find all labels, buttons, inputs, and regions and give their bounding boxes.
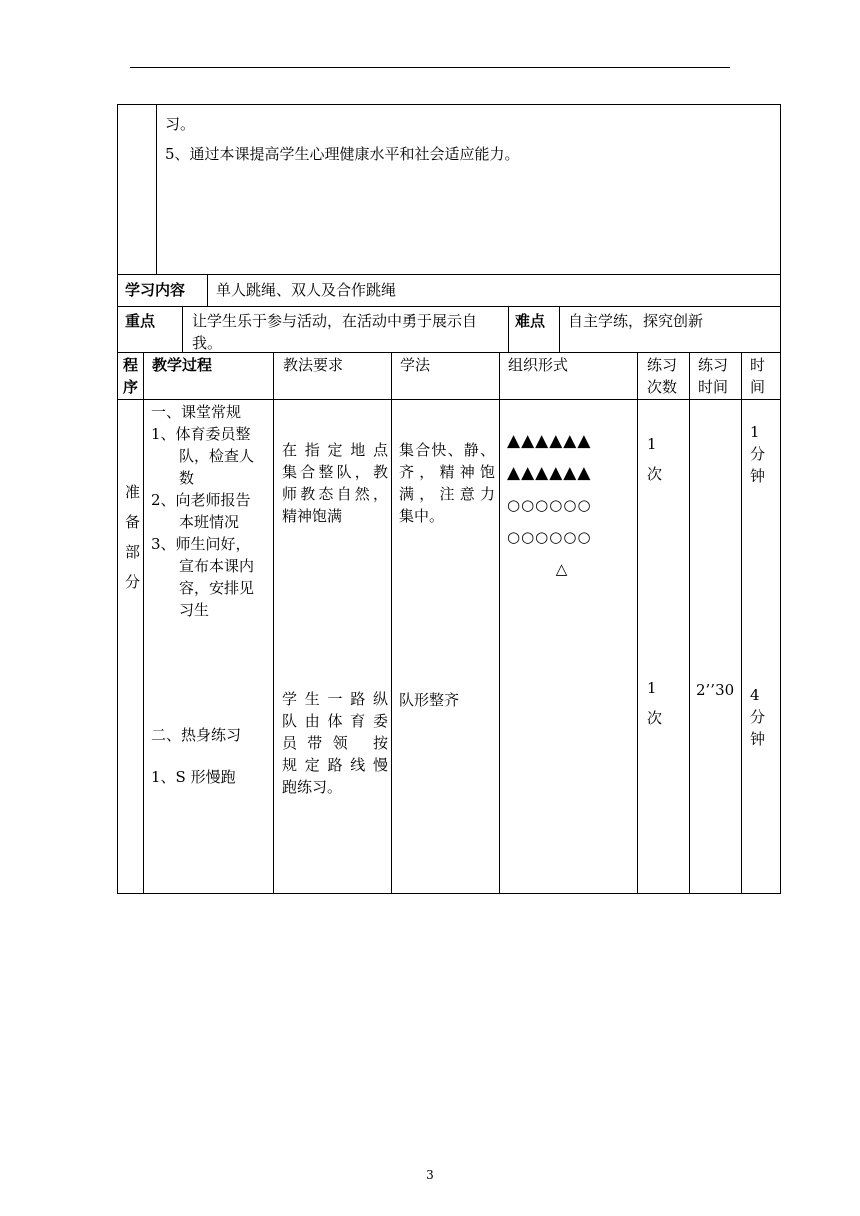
time-2	[750, 684, 765, 750]
formation-row-triangles: ▲▲▲▲▲▲	[507, 431, 592, 451]
header-organization: 组织形式	[508, 356, 569, 374]
method-line: 师教态自然，	[282, 485, 388, 503]
count-unit: 次	[647, 709, 663, 727]
objectives-divider	[156, 105, 157, 274]
process-line: 数	[179, 469, 195, 487]
process-warmup-item: 1、S 形慢跑	[151, 768, 236, 786]
difficulty-value: 自主学练，探究创新	[568, 312, 704, 330]
col-divider-study	[499, 353, 500, 893]
header-count: 练习次数	[647, 356, 678, 396]
key-points-divider-3	[559, 307, 560, 352]
study-line: 满，注意力	[399, 485, 495, 503]
method-line: 集合整队，教	[282, 463, 388, 481]
col-divider-process	[273, 353, 274, 893]
objective-line-cont: 习。	[165, 115, 196, 133]
key-points-divider-1	[182, 307, 183, 352]
header-study: 学法	[400, 356, 431, 374]
time-unit: 分	[750, 708, 766, 726]
header-rule	[130, 67, 730, 68]
part-label-char: 部	[125, 543, 141, 561]
formation-row-circles: ○○○○○○	[507, 496, 592, 514]
time-unit: 分	[750, 445, 766, 463]
key-points-label: 重点	[125, 312, 156, 330]
study-line: 集合快、静、	[399, 441, 495, 459]
objectives-block	[117, 104, 781, 275]
process-line: 队，检查人	[179, 447, 255, 465]
count-value: 1	[647, 679, 657, 697]
header-duration: 练习时间	[698, 356, 729, 396]
method-2	[282, 688, 388, 798]
process-line: 本班情况	[179, 513, 240, 531]
method-line: 精神饱满	[282, 507, 343, 525]
key-points-value: 让学生乐于参与活动，在活动中勇于展示自我。	[192, 312, 478, 352]
col-divider-order	[143, 353, 144, 893]
time-value: 1	[750, 423, 760, 441]
learning-content-block	[117, 274, 781, 307]
formation-teacher: △	[555, 560, 569, 578]
process-routine	[151, 401, 254, 621]
part-label	[125, 477, 140, 597]
header-order: 程序	[123, 356, 139, 396]
process-line: 宣布本课内	[179, 557, 255, 575]
process-line: 2、向老师报告	[151, 491, 251, 509]
part-label-char: 准	[125, 483, 141, 501]
objective-line-5: 5、通过本课提高学生心理健康水平和社会适应能力。	[165, 145, 520, 163]
col-divider-duration	[741, 353, 742, 893]
count-value: 1	[647, 435, 657, 453]
method-line: 在指定地点	[282, 441, 388, 459]
method-line: 队由体育委	[282, 712, 388, 730]
method-line: 学生一路纵	[282, 690, 388, 708]
page-number: 3	[426, 1168, 434, 1182]
learning-content-divider	[207, 275, 208, 306]
part-label-char: 备	[125, 513, 141, 531]
formation-diagram	[507, 425, 617, 585]
count-1	[647, 429, 662, 489]
difficulty-label: 难点	[515, 312, 546, 330]
process-line: 容，安排见	[179, 579, 255, 597]
method-line: 跑练习。	[282, 778, 343, 796]
process-table	[117, 352, 781, 894]
study-line: 集中。	[399, 507, 445, 525]
formation-row-triangles: ▲▲▲▲▲▲	[507, 463, 592, 483]
study-1	[399, 439, 495, 527]
count-unit: 次	[647, 465, 663, 483]
col-divider-organization	[637, 353, 638, 893]
time-1	[750, 421, 765, 487]
learning-content-label: 学习内容	[125, 281, 186, 299]
part-label-char: 分	[125, 573, 141, 591]
duration-2: 2’’30	[696, 681, 735, 699]
study-line: 齐，精神饱	[399, 463, 495, 481]
process-line: 习生	[179, 601, 210, 619]
time-unit: 钟	[750, 467, 766, 485]
method-line: 规定路线慢	[282, 756, 388, 774]
time-value: 4	[750, 686, 760, 704]
process-warmup-title: 二、热身练习	[151, 726, 242, 744]
count-2	[647, 673, 662, 733]
header-separator	[118, 399, 780, 400]
process-line: 1、体育委员整	[151, 425, 251, 443]
method-1	[282, 439, 388, 527]
study-2: 队形整齐	[399, 691, 460, 709]
key-points-divider-2	[508, 307, 509, 352]
col-divider-count	[689, 353, 690, 893]
process-line: 3、师生问好，	[151, 535, 251, 553]
header-process: 教学过程	[152, 356, 213, 374]
learning-content-value: 单人跳绳、双人及合作跳绳	[216, 281, 397, 299]
formation-row-circles: ○○○○○○	[507, 528, 592, 546]
method-line: 员带领 按	[282, 734, 388, 752]
key-points-block	[117, 306, 781, 353]
col-divider-method	[391, 353, 392, 893]
process-line: 一、课堂常规	[151, 403, 242, 421]
header-time: 时间	[750, 356, 766, 396]
header-method: 教法要求	[283, 356, 344, 374]
time-unit: 钟	[750, 730, 766, 748]
